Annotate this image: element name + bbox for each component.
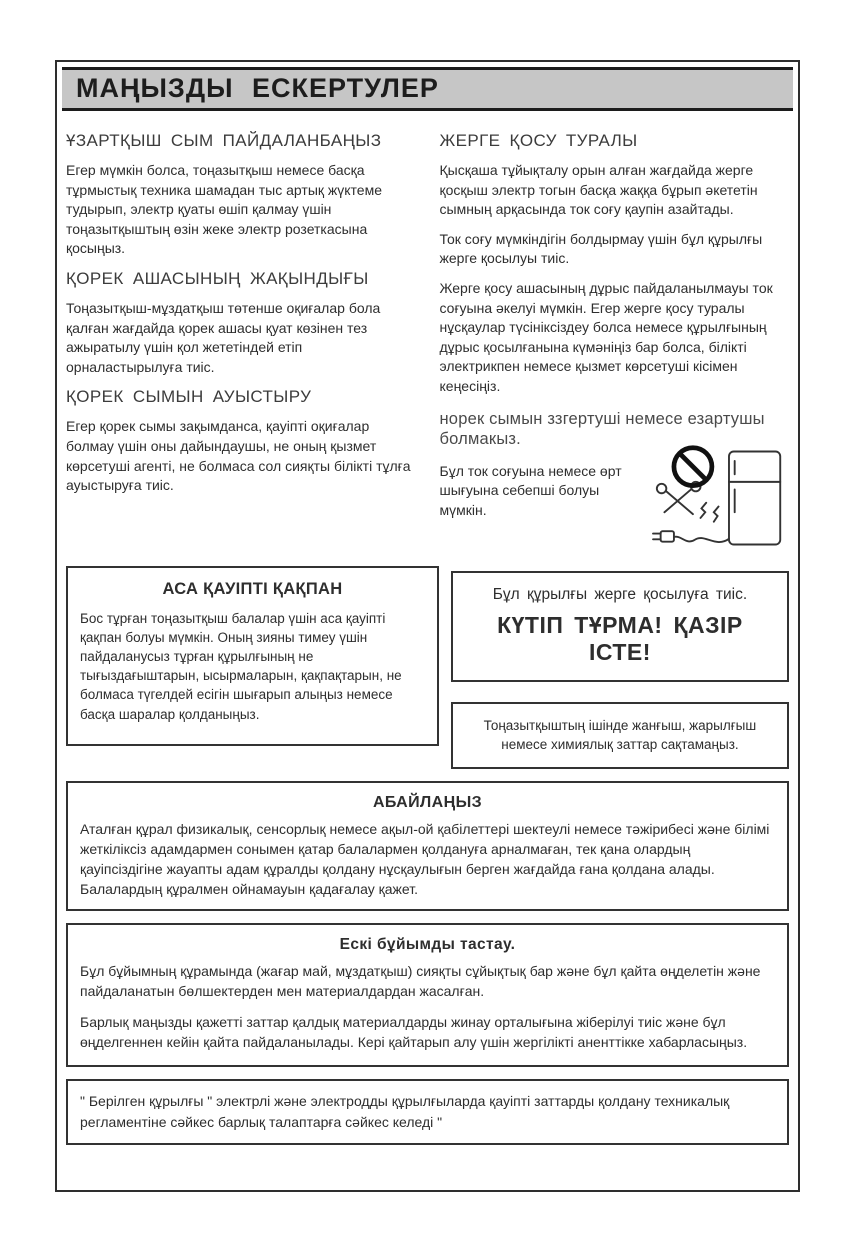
right-column <box>440 131 790 554</box>
section-body: Егер қорек сымы зақымданса, қауіпті оқиғалар болмау үшін оны дайындаушы, не оның қызмет көрсетуші агенті, не болмаса сол сияқты білікті тұлға ауыстыруға тиіс. <box>66 418 411 494</box>
cord-warning-body: Бұл ток соғуына немесе өрт шығуына себепші болуы мүмкін. <box>439 462 622 518</box>
page-title-bar <box>62 67 793 111</box>
trap-warning-heading: АСА ҚАУІПТІ ҚАҚПАН <box>162 579 343 598</box>
section-extension-cord <box>66 131 416 259</box>
section-body: Егер мүмкін болса, тоңазытқыш немесе басқа тұрмыстық техника шамадан тыс артық жүктеме тудырып, электр қуаты өшіп қалмау үшін тоңазытқыштың өзін жеке электр розеткасына қосыңыз. <box>66 162 382 257</box>
grounding-paragraph-2: Ток соғу мүмкіндігін болдырмау үшін бұл құрылғы жерге қосылуы тиіс. <box>439 230 763 267</box>
section-grounding <box>440 131 790 397</box>
caution-body: Аталған құрал физикалық, сенсорлық немесе ақыл-ой қабілеттері шектеулі немесе тәжірибесі және білімі жеткіліксіз адамдармен сонымен қатар балалармен қолдануға арналмаған, тек қана олардың қауіпсіздігіне жауапты адам құралды қолдану нұсқаулығын берген жағдайда ғана қолдана алады. Балалардың құралмен ойнамауын қадағалау қажет. <box>80 820 770 897</box>
disposal-paragraph-2: Барлық маңызды қажетті заттар қалдық материалдарды жинау орталығына жіберілуі тиіс және бұл өңделгеннен кейін қайта пайдаланылады. Кері қайтарып алу үшін жергілікті аненттікке хабарласыңыз. <box>80 1014 748 1051</box>
section-cord-replacement <box>66 387 416 495</box>
section-plug-accessibility <box>66 269 416 377</box>
right-boxes-stack <box>451 571 789 769</box>
caution-box <box>66 781 789 912</box>
caution-heading: АБАЙЛАҢЫЗ <box>372 793 483 811</box>
grounding-paragraph-1: Қысқаша тұйықталу орын алған жағдайда жерге қосқыш электр тогын басқа жаққа бұрып әкететін сымның арқасында ток соғу қаупін азайтады. <box>439 162 758 218</box>
grounding-notice-line: Бұл құрылғы жерге қосылуға тиіс. <box>492 585 748 603</box>
power-cord-icon <box>653 531 729 542</box>
no-cord-cutting-illustration <box>631 442 789 554</box>
section-heading: ҚОРЕК АШАСЫНЫҢ ЖАҚЫНДЫҒЫ <box>66 268 369 288</box>
section-heading: ЖЕРГЕ ҚОСУ ТУРАЛЫ <box>439 131 638 150</box>
grounding-notice-box <box>451 571 789 682</box>
refrigerator-icon <box>729 451 780 544</box>
section-body: Тоңазытқыш-мұздатқыш төтенше оқиғалар бола қалған жағдайда қорек ашасы қуат көзінен тез ажыратылу үшін қол жететіндей етіп орналастырылуға тиіс. <box>66 299 381 375</box>
storage-warning-box <box>451 702 789 769</box>
spark-icon <box>701 503 719 522</box>
trap-warning-box <box>66 566 439 746</box>
cord-warning-heading: норек сымын ззгертуші немесе езартушы болмакыз. <box>439 409 765 449</box>
prohibition-icon <box>674 447 712 485</box>
compliance-text: " Берілген құрылғы " электрлі және электродды құрылғыларда қауіпті заттарды қолдану техникалық регламентіне сәйкес барлық талаптарға сәйкес келеді " <box>80 1092 730 1130</box>
grounding-notice-slogan: КҮТІП ТҰРМА! ҚАЗІР ІСТЕ! <box>497 611 743 665</box>
grounding-paragraph-3: Жерге қосу ашасының дұрыс пайдаланылмауы ток соғуына әкелуі мүмкін. Егер жерге қосу туралы нұсқаулар түсініксіздеу болса немесе құрылғының дұрыс қосылғанына күмәніңіз бар болса, білікті электрикпен немесе қызмет көрсетуші кісімен кеңесіңіз. <box>439 279 773 394</box>
page-title: МАҢЫЗДЫ ЕСКЕРТУЛЕР <box>76 73 439 103</box>
trap-warning-body: Бос тұрған тоңазытқыш балалар үшін аса қауіпті қақпан болуы мүмкін. Оның зияны тимеу үшін пайдаланусыз тұрған құрылғының не тығыздағыштарын, ысырмаларын, қақпақтарын, не болмаса түгелдей есігін шығарып алыңыз немесе басқа шаралар қолданыңыз. <box>80 610 402 722</box>
section-heading: ҚОРЕК СЫМЫН АУЫСТЫРУ <box>66 387 312 407</box>
disposal-heading: Ескі бұйымды тастау. <box>339 936 516 954</box>
disposal-box <box>66 923 789 1067</box>
storage-warning-text: Тоңазытқыштың ішінде жанғыш, жарылғыш немесе химиялық заттар сақтамаңыз. <box>483 717 757 753</box>
two-column-body <box>57 131 798 554</box>
section-heading: ҰЗАРТҚЫШ СЫМ ПАЙДАЛАНБАҢЫЗ <box>66 131 382 150</box>
disposal-paragraph-1: Бұл бұйымның құрамында (жағар май, мұздатқыш) сияқты сұйықтық бар және бұл қайта өңделетін және пайдаланатын бөлшектерден мен материалдардан жасалған. <box>80 963 761 1000</box>
warning-boxes-row <box>57 566 798 769</box>
section-cord-warning <box>440 409 790 554</box>
left-column <box>66 131 416 554</box>
cord-warning-row <box>440 458 790 554</box>
manual-page-frame <box>55 60 800 1192</box>
compliance-box <box>66 1079 789 1145</box>
